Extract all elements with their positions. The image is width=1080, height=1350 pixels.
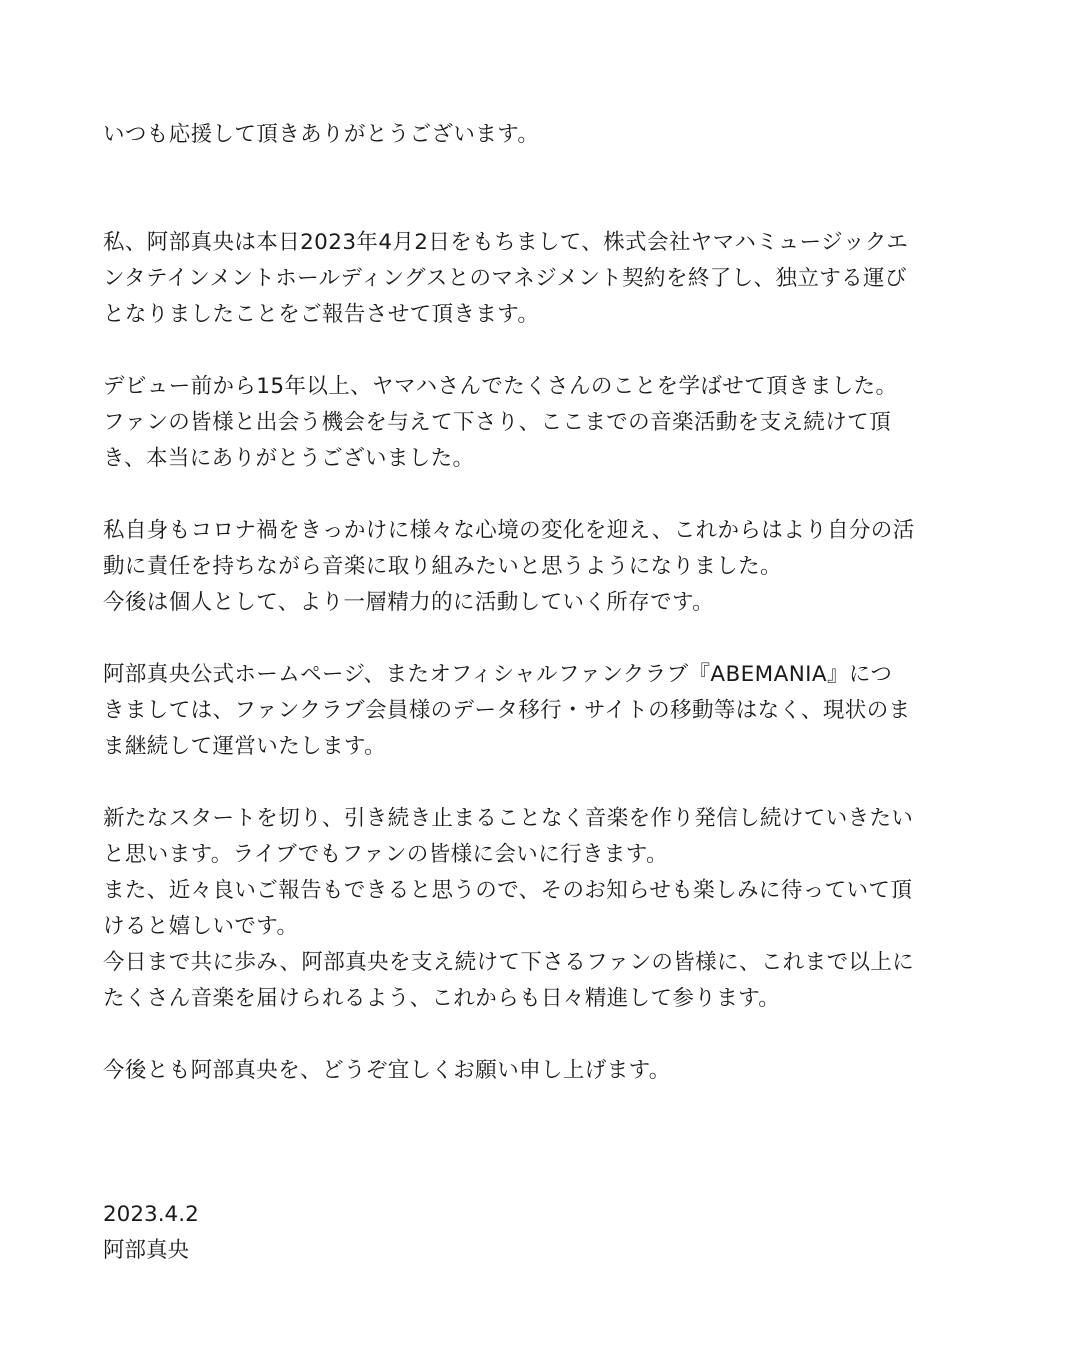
statement-document — [103, 117, 983, 1269]
text-line: きましては、ファンクラブ会員様のデータ移行・サイトの移動等はなく、現状のま — [103, 698, 911, 723]
text-line: き、本当にありがとうございました。 — [103, 446, 475, 471]
text-line: 私、阿部真央は本日2023年4月2日をもちまして、株式会社ヤマハミュージックエ — [103, 230, 909, 255]
spacer — [103, 1017, 983, 1053]
text-line: デビュー前から15年以上、ヤマハさんでたくさんのことを学ばせて頂きました。 — [103, 374, 898, 399]
text-line: 新たなスタートを切り、引き続き止まることなく音楽を作り発信し続けていきたい — [103, 806, 914, 831]
paragraph-gratitude — [103, 369, 983, 477]
text-line: 私自身もコロナ禍をきっかけに様々な心境の変化を迎え、これからはより自分の活 — [103, 518, 915, 543]
text-line: 今日まで共に歩み、阿部真央を支え続けて下さるファンの皆様に、これまで以上に — [103, 950, 915, 975]
text-line: ファンの皆様と出会う機会を与えて下さり、ここまでの音楽活動を支え続けて頂 — [103, 410, 891, 435]
spacer — [103, 153, 983, 225]
signature-block — [103, 1197, 983, 1269]
spacer — [103, 333, 983, 369]
text-line: たくさん音楽を届けられるよう、これからも日々精進して参ります。 — [103, 986, 781, 1011]
paragraph-closing — [103, 1053, 983, 1089]
paragraph-reason — [103, 513, 983, 621]
spacer — [103, 1089, 983, 1197]
text-line: 動に責任を持ちながら音楽に取り組みたいと思うようになりました。 — [103, 554, 782, 579]
spacer — [103, 765, 983, 801]
text-line: と思います。ライブでもファンの皆様に会いに行きます。 — [103, 842, 668, 867]
text-line: けると嬉しいです。 — [103, 914, 299, 939]
text-line: また、近々良いご報告もできると思うので、そのお知らせも楽しみに待っていて頂 — [103, 878, 913, 903]
text-line: ま継続して運営いたします。 — [103, 734, 386, 759]
spacer — [103, 621, 983, 657]
text-line: となりましたことをご報告させて頂きます。 — [103, 302, 540, 327]
greeting-line: いつも応援して頂きありがとうございます。 — [103, 122, 540, 147]
paragraph-future — [103, 801, 983, 1017]
signature-date: 2023.4.2 — [103, 1202, 199, 1227]
paragraph-fanclub — [103, 657, 983, 765]
text-line: 今後とも阿部真央を、どうぞ宜しくお願い申し上げます。 — [103, 1058, 671, 1083]
text-line: 今後は個人として、より一層精力的に活動していく所存です。 — [103, 590, 715, 615]
paragraph-announcement — [103, 225, 983, 333]
spacer — [103, 477, 983, 513]
text-line: 阿部真央公式ホームページ、またオフィシャルファンクラブ『ABEMANIA』につ — [103, 662, 893, 687]
signature-name: 阿部真央 — [103, 1238, 190, 1263]
text-line: ンタテインメントホールディングスとのマネジメント契約を終了し、独立する運び — [103, 266, 907, 291]
